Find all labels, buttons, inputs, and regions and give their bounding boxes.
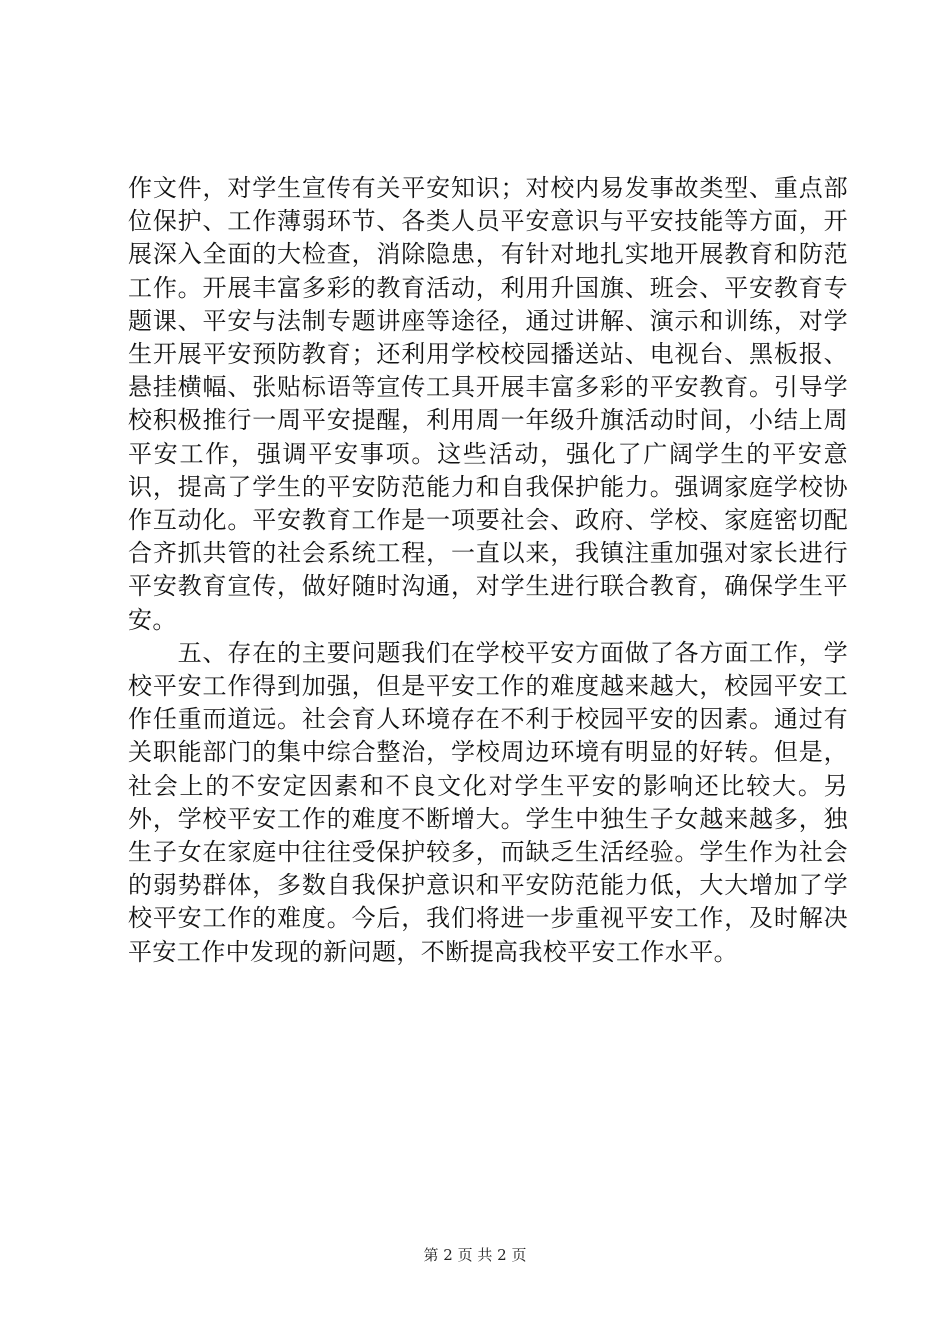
paragraph-existing-problems: 五、存在的主要问题我们在学校平安方面做了各方面工作，学校平安工作得到加强，但是平安工作的难度越来越大，校园平安工作任重而道远。社会育人环境存在不利于校园平安的因素。通过有关职能部门的集中综合整治，学校周边环境有明显的好转。但是，社会上的不安定因素和不良文化对学生平安的影响还比较大。另外，学校平安工作的难度不断增大。学生中独生子女越来越多，独生子女在家庭中往往受保护较多，而缺乏生活经验。学生作为社会的弱势群体，多数自我保护意识和平安防范能力低，大大增加了学校平安工作的难度。今后，我们将进一步重视平安工作，及时解决平安工作中发现的新问题，不断提高我校平安工作水平。	[128, 638, 848, 966]
page-footer: 第 2 页 共 2 页	[423, 1246, 527, 1264]
document-body	[128, 172, 848, 969]
paragraph-safety-education-activities: 作文件，对学生宣传有关平安知识；对校内易发事故类型、重点部位保护、工作薄弱环节、各类人员平安意识与平安技能等方面，开展深入全面的大检查，消除隐患，有针对地扎实地开展教育和防范工作。开展丰富多彩的教育活动，利用升国旗、班会、平安教育专题课、平安与法制专题讲座等途径，通过讲解、演示和训练，对学生开展平安预防教育；还利用学校校园播送站、电视台、黑板报、悬挂横幅、张贴标语等宣传工具开展丰富多彩的平安教育。引导学校积极推行一周平安提醒，利用周一年级升旗活动时间，小结上周平安工作，强调平安事项。这些活动，强化了广阔学生的平安意识，提高了学生的平安防范能力和自我保护能力。强调家庭学校协作互动化。平安教育工作是一项要社会、政府、学校、家庭密切配合齐抓共管的社会系统工程，一直以来，我镇注重加强对家长进行平安教育宣传，做好随时沟通，对学生进行联合教育，确保学生平安。	[128, 174, 848, 634]
